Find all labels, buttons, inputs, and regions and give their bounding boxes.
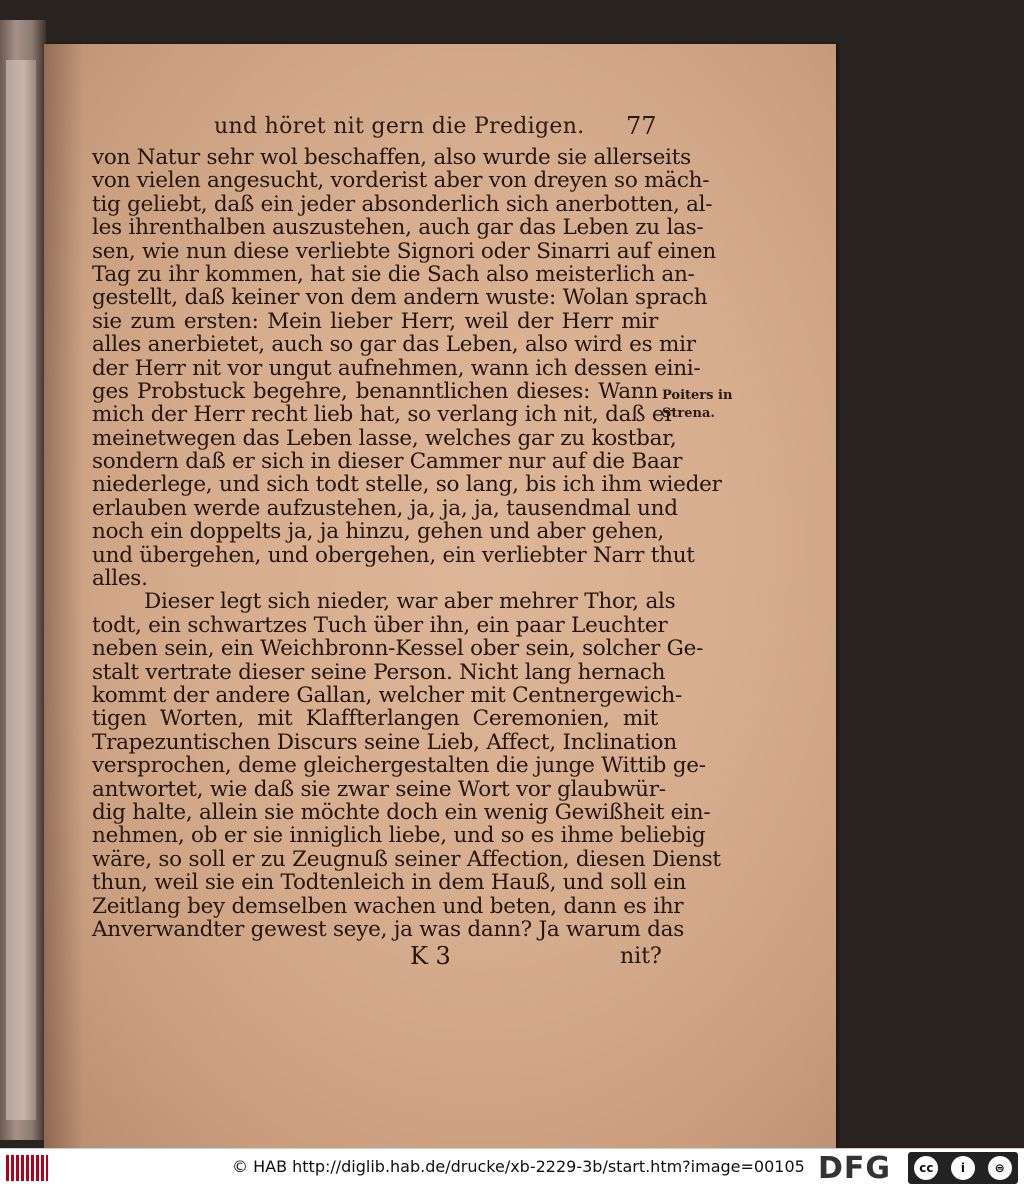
cc-icon: cc <box>914 1156 938 1180</box>
running-head: und höret nit gern die Predigen. <box>214 114 585 139</box>
attribution-icon: i <box>951 1156 975 1180</box>
text-line: und übergehen, und obergehen, ein verliebter Narr thut <box>92 542 695 568</box>
text-line: meinetwegen das Leben lasse, welches gar zu kostbar, <box>92 425 677 451</box>
text-line: Trapezuntischen Discurs seine Lieb, Affect, Inclination <box>92 729 677 755</box>
viewer-footer <box>0 1148 1024 1188</box>
cc-license-badge[interactable] <box>908 1152 1018 1184</box>
text-line: von vielen angesucht, vorderist aber von dreyen so mäch- <box>92 168 710 194</box>
adjacent-page-edge <box>6 60 36 1120</box>
text-line: Zeitlang bey demselben wachen und beten, dann es ihr <box>92 893 684 919</box>
text-line: Dieser legt sich nieder, war aber mehrer Thor, als <box>144 589 676 615</box>
text-line: kommt der andere Gallan, welcher mit Centnergewich- <box>92 682 683 708</box>
text-line: dig halte, allein sie möchte doch ein wenig Gewißheit ein- <box>92 799 711 825</box>
text-line: nehmen, ob er sie inniglich liebe, und so es ihme beliebig <box>92 823 706 849</box>
text-line: gestellt, daß keiner von dem andern wuste: Wolan sprach <box>92 285 708 311</box>
marginal-note-line: Poiters in <box>662 388 733 403</box>
text-line: noch ein doppelts ja, ja hinzu, gehen und aber gehen, <box>92 519 664 545</box>
dfg-logo: DFG <box>818 1151 892 1186</box>
text-line: antwortet, wie daß sie zwar seine Wort vor glaubwür- <box>92 776 666 802</box>
copyright-link[interactable]: © HAB http://diglib.hab.de/drucke/xb-2229-3b/start.htm?image=00105 <box>232 1157 805 1176</box>
book-binding-edge <box>0 20 46 1140</box>
text-line: wäre, so soll er zu Zeugnuß seiner Affection, diesen Dienst <box>92 846 721 872</box>
page-gutter-shadow <box>44 44 84 1148</box>
page-number: 77 <box>626 112 657 140</box>
text-line: ges Probstuck begehre, benanntlichen dieses: Wann <box>92 378 658 404</box>
text-line: Anverwandter gewest seye, ja was dann? Ja warum das <box>92 916 684 942</box>
share-alike-icon: ⊜ <box>988 1156 1012 1180</box>
text-line: mich der Herr recht lieb hat, so verlang ich nit, daß er <box>92 402 675 428</box>
text-line: todt, ein schwartzes Tuch über ihn, ein paar Leuchter <box>92 612 668 638</box>
text-line: tigen Worten, mit Klaffterlangen Ceremonien, mit <box>92 706 658 732</box>
text-line: erlauben werde aufzustehen, ja, ja, ja, tausendmal und <box>92 495 678 521</box>
text-line: alles. <box>92 566 148 592</box>
text-line: thun, weil sie ein Todtenleich in dem Hauß, und soll ein <box>92 870 687 896</box>
text-line: tig geliebt, daß ein jeder absonderlich sich anerbotten, al- <box>92 191 713 217</box>
text-line: stalt vertrate dieser seine Person. Nicht lang hernach <box>92 659 666 685</box>
marginal-note-line: Strena. <box>662 406 715 421</box>
text-line: neben sein, ein Weichbronn-Kessel ober sein, solcher Ge- <box>92 636 704 662</box>
book-page <box>44 44 836 1148</box>
text-line: sie zum ersten: Mein lieber Herr, weil der Herr mir <box>92 308 658 334</box>
marginal-note <box>662 387 732 423</box>
text-line: von Natur sehr wol beschaffen, also wurde sie allerseits <box>92 145 691 170</box>
library-stripe-icon <box>6 1155 48 1181</box>
text-line: Tag zu ihr kommen, hat sie die Sach also meisterlich an- <box>92 261 695 287</box>
text-line: versprochen, deme gleichergestalten die junge Wittib ge- <box>92 753 706 779</box>
text-line: les ihrenthalben auszustehen, auch gar das Leben zu las- <box>92 215 704 241</box>
text-line: sondern daß er sich in dieser Cammer nur auf die Baar <box>92 449 683 475</box>
text-line: alles anerbietet, auch so gar das Leben, also wird es mir <box>92 332 696 358</box>
text-line: niederlege, und sich todt stelle, so lang, bis ich ihm wieder <box>92 472 722 498</box>
catchword: nit? <box>620 944 662 969</box>
text-line: der Herr nit vor ungut aufnehmen, wann ich dessen eini- <box>92 355 701 381</box>
signature-mark: K 3 <box>410 942 451 970</box>
text-line: sen, wie nun diese verliebte Signori oder Sinarri auf einen <box>92 238 716 264</box>
